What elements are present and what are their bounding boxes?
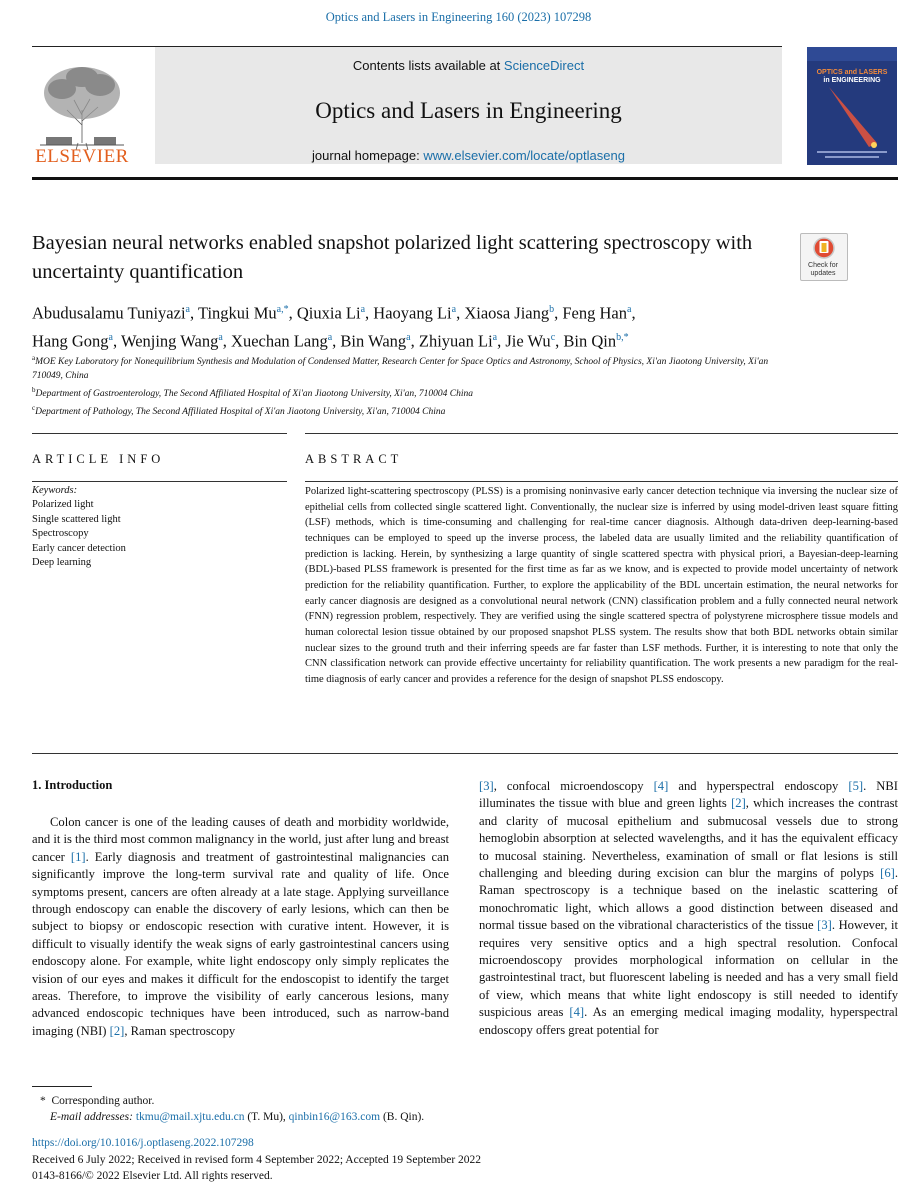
doi-link[interactable]: https://doi.org/10.1016/j.optlaseng.2022.107298 <box>32 1137 254 1149</box>
affiliation-text: MOE Key Laboratory for Nonequilibrium Synthesis and Modulation of Condensed Matter, Research Center for Space Optics and Astronomy, School of Physics, Xi'an Jiaotong University, Xi'an 710049, China <box>32 357 769 382</box>
author-name[interactable]: Feng Han <box>562 303 627 323</box>
affiliation-text: Department of Gastroenterology, The Second Affiliated Hospital of Xi'an Jiaotong University, Xi'an, 710004 China <box>35 389 474 400</box>
author-affiliation-marker[interactable]: a <box>218 331 223 343</box>
author-affiliation-marker[interactable]: a <box>185 304 190 315</box>
author-name[interactable]: Zhiyuan Li <box>418 331 493 350</box>
keywords-label: Keywords: <box>32 485 78 496</box>
corresponding-author-footnote <box>40 1093 740 1125</box>
corresponding-mark: * <box>40 1095 46 1107</box>
citation-link[interactable]: [3] <box>479 779 494 793</box>
author-separator: , <box>497 331 506 350</box>
author-affiliation-marker[interactable]: c <box>550 331 556 343</box>
contents-prefix: Contents lists available at <box>352 58 504 73</box>
cover-art-icon <box>807 47 897 165</box>
citation-link[interactable]: [2] <box>109 1023 125 1038</box>
affiliations <box>32 351 792 419</box>
body-text: . However, it requires very sensitive optics and a high spectral resolution. Confocal microendoscopy provides morphological information on cellular in the gastrointestinal tract, but fluorescent labeling is needed and has a very small field of view, which means that white light endoscopy is still needed to identify suspicious areas <box>479 918 898 1020</box>
citation-link[interactable]: [1] <box>70 849 86 864</box>
abstract-underline-rule <box>305 481 898 482</box>
contents-available-line <box>155 58 782 73</box>
body-text: , which increases the contrast and clarity of mucosal epithelium and submucosal vessels due to strong hemoglobin absorption at selected wavelengths, and it has the equivalent efficacy to mucosal staining. Nevertheless, examination of small or flat lesions is still challenging and bleeding during excision can blur the margins of polyps <box>479 796 898 881</box>
citation-link[interactable]: [4] <box>569 1005 585 1020</box>
abstract-heading: ABSTRACT <box>305 452 403 466</box>
citation-link[interactable]: [3] <box>817 918 832 933</box>
affiliation-marker: b <box>32 386 36 395</box>
article-title: Bayesian neural networks enabled snapshot polarized light scattering spectroscopy with uncertainty quantification <box>32 232 753 283</box>
journal-homepage-link[interactable]: www.elsevier.com/locate/optlaseng <box>423 148 625 163</box>
author-affiliation-marker[interactable]: b,* <box>616 331 629 343</box>
corresponding-label: Corresponding author. <box>51 1095 155 1107</box>
author-name[interactable]: Bin Wang <box>340 331 407 350</box>
affiliation-marker: c <box>32 404 36 413</box>
abstract-bottom-rule <box>32 753 898 754</box>
author-separator: , <box>410 331 419 350</box>
cover-title <box>811 69 893 85</box>
author-affiliation-marker[interactable]: a <box>327 331 333 343</box>
corresponding-line <box>40 1093 740 1109</box>
footnote-rule <box>32 1086 92 1087</box>
author-separator: , <box>456 303 465 323</box>
citation-link[interactable]: [2] <box>731 796 746 811</box>
keyword-item: Early cancer detection <box>32 542 126 554</box>
homepage-prefix: journal homepage: <box>312 148 424 163</box>
citation-link[interactable]: [6] <box>880 866 895 881</box>
crossmark-icon <box>801 234 847 264</box>
author-separator: , <box>555 331 564 350</box>
affiliation-item <box>32 351 792 383</box>
email-line <box>40 1109 740 1125</box>
author-separator: , <box>288 303 297 323</box>
citation-link[interactable]: [5] <box>848 779 864 793</box>
author-affiliation-marker[interactable]: a <box>627 304 632 315</box>
author-separator: , <box>112 331 121 350</box>
author-name[interactable]: Wenjing Wang <box>120 331 219 350</box>
body-text: , confocal microendoscopy <box>493 779 654 793</box>
email-owner-qin: (B. Qin). <box>380 1111 425 1123</box>
email-link-qin[interactable]: qinbin16@163.com <box>288 1111 381 1123</box>
body-text: , Raman spectroscopy <box>124 1023 236 1038</box>
author-name[interactable]: Tingkui Mu <box>197 303 277 323</box>
email-owner-mu: (T. Mu), <box>244 1111 289 1123</box>
keyword-item: Spectroscopy <box>32 528 89 540</box>
author-separator: , <box>332 331 341 350</box>
author-affiliation-marker[interactable]: a <box>108 331 113 343</box>
body-text: . As an emerging medical imaging modality, hyperspectral endoscopy offers great potential for <box>479 1005 899 1037</box>
author-name[interactable]: Bin Qin <box>563 331 617 350</box>
journal-reference[interactable]: Optics and Lasers in Engineering 160 (2023) 107298 <box>325 10 592 24</box>
author-affiliation-marker[interactable]: a,* <box>276 304 289 315</box>
article-info-heading: ARTICLE INFO <box>32 452 165 466</box>
affiliation-text: Department of Pathology, The Second Affiliated Hospital of Xi'an Jiaotong University, Xi'an, 710004 China <box>35 407 446 418</box>
author-name[interactable]: Qiuxia Li <box>296 303 361 323</box>
author-name[interactable]: Hang Gong <box>32 331 109 350</box>
author-affiliation-marker[interactable]: a <box>492 331 498 343</box>
author-affiliation-marker[interactable]: a <box>406 331 411 343</box>
author-name[interactable]: Jie Wu <box>505 331 551 350</box>
introduction-heading: 1. Introduction <box>32 778 113 792</box>
author-separator: , <box>365 303 374 323</box>
affiliation-marker: a <box>32 354 36 362</box>
keyword-item: Polarized light <box>32 499 94 511</box>
body-text: . NBI illuminates the tissue with blue and green lights <box>479 779 898 811</box>
affiliation-item <box>32 383 792 401</box>
body-text: . Raman spectroscopy is a technique based on the inelastic scattering of monochromatic light, which allows a good distinction between diseased and normal tissue based on the vibrational characteristics of the tissue <box>479 866 898 933</box>
keyword-item: Deep learning <box>32 557 92 569</box>
author-name[interactable]: Haoyang Li <box>373 303 452 323</box>
journal-cover-thumbnail[interactable] <box>807 47 897 165</box>
author-separator: , <box>190 303 198 323</box>
keyword-item: Single scattered light <box>32 513 121 525</box>
affiliation-item <box>32 401 792 419</box>
author-name[interactable]: Abudusalamu Tuniyazi <box>32 303 186 323</box>
elsevier-wordmark: ELSEVIER <box>35 146 129 167</box>
author-list <box>32 298 832 353</box>
body-text: Colon cancer is one of the leading causes of death and morbidity worldwide, and it is the third most common malignancy in the world, just after lung and breast cancer <box>32 815 449 864</box>
email-link-mu[interactable]: tkmu@mail.xjtu.edu.cn <box>135 1111 245 1123</box>
email-label: E-mail addresses: <box>50 1111 133 1123</box>
author-name[interactable]: Xuechan Lang <box>231 331 328 350</box>
journal-homepage-line <box>155 148 782 163</box>
introduction-column-left <box>32 814 449 1040</box>
check-for-updates-label: Check for updates <box>808 262 838 277</box>
body-text: and hyperspectral endoscopy <box>668 779 849 793</box>
author-separator: , <box>631 303 636 323</box>
header-bottom-rule <box>32 177 898 180</box>
sciencedirect-link[interactable]: ScienceDirect <box>503 58 585 73</box>
author-affiliation-marker[interactable]: a <box>451 304 457 315</box>
introduction-column-right <box>479 778 898 1039</box>
journal-name: Optics and Lasers in Engineering <box>315 98 622 123</box>
author-name[interactable]: Xiaosa Jiang <box>464 303 550 323</box>
keywords-rule <box>32 481 287 482</box>
author-separator: , <box>222 331 232 350</box>
author-affiliation-marker[interactable]: a <box>360 304 366 315</box>
keywords-block <box>32 484 282 570</box>
received-dates: Received 6 July 2022; Received in revised form 4 September 2022; Accepted 19 September 2022 <box>32 1154 482 1166</box>
author-separator: , <box>554 303 563 323</box>
author-affiliation-marker[interactable]: b <box>549 304 555 315</box>
cover-title-line-1: OPTICS and LASERS <box>816 69 888 76</box>
body-text: . Early diagnosis and treatment of gastrointestinal malignancies can significantly improve the long-term survival rate and quality of life. Once symptoms present, cancers are often already at a late stage. Applying surveillance through endoscopy can enable the discovery of early lesions, which can then be subject to biopsy or endoscopic resection with curative intent. However, it is difficult to visually identify the weak signs of early gastrointestinal cancers using endoscopy alone. For example, white light endoscopy only simply replicates the vision of our eyes and makes it difficult for the endoscopist to identify the target areas. Therefore, to improve the visibility of early cancerous lesions, many advanced endoscopic techniques have been introduced, such as narrow-band imaging (NBI) <box>32 849 449 1038</box>
cover-title-line-2: in ENGINEERING <box>823 77 881 84</box>
abstract-text: Polarized light-scattering spectroscopy (PLSS) is a promising noninvasive early cancer detection technique via inversing the nuclear size of epithelial cells from collected single scattered light. Conventionally, the nuclear size is inferred by using model-driven least square fitting (LSF) methods, which is time-consuming and challenging for real-time cancer diagnosis. Although data-driven deep-learning-based techniques can be employed to speed up the inverse process, the labeled data are usually limited and the reliability quantification of prediction is lacking. Herein, by synthesizing a large quantity of single scattered spectra with physical priori, a Bayesian-deep-learning (BDL)-based PLSS framework is presented for the first time as far as we know, and is expected to provide model uncertainty of network prediction for the reliability quantification. Further, to explore the applicability of the BDL uncertain estimation, the neural networks for early cancer diagnosis are designed as a convolutional neural network (CNN) classification problem and a fully connected neural network (FNN) regression problem, respectively. They are verified using the single scattered spectra of polystyrene microsphere tissue models and human colorectal lesion tissue obtained by our proposed snapshot PLSS system. The results show that both BDL networks obtain similar nuclear sizes to the ground truth and their inferring speeds are far faster than LSF methods. Further, it is interesting to note that only the CNN classification network can provide effective uncertainty for reliability quantification. The work presents a new paradigm for the real-time diagnosis of early cancer and provides a reference for the design of snapshot PLSS endoscopy. <box>305 486 898 685</box>
citation-link[interactable]: [4] <box>653 779 669 793</box>
abstract-rule <box>305 433 898 434</box>
copyright-notice: 0143-8166/© 2022 Elsevier Ltd. All rights reserved. <box>32 1170 273 1182</box>
article-info-rule <box>32 433 287 434</box>
